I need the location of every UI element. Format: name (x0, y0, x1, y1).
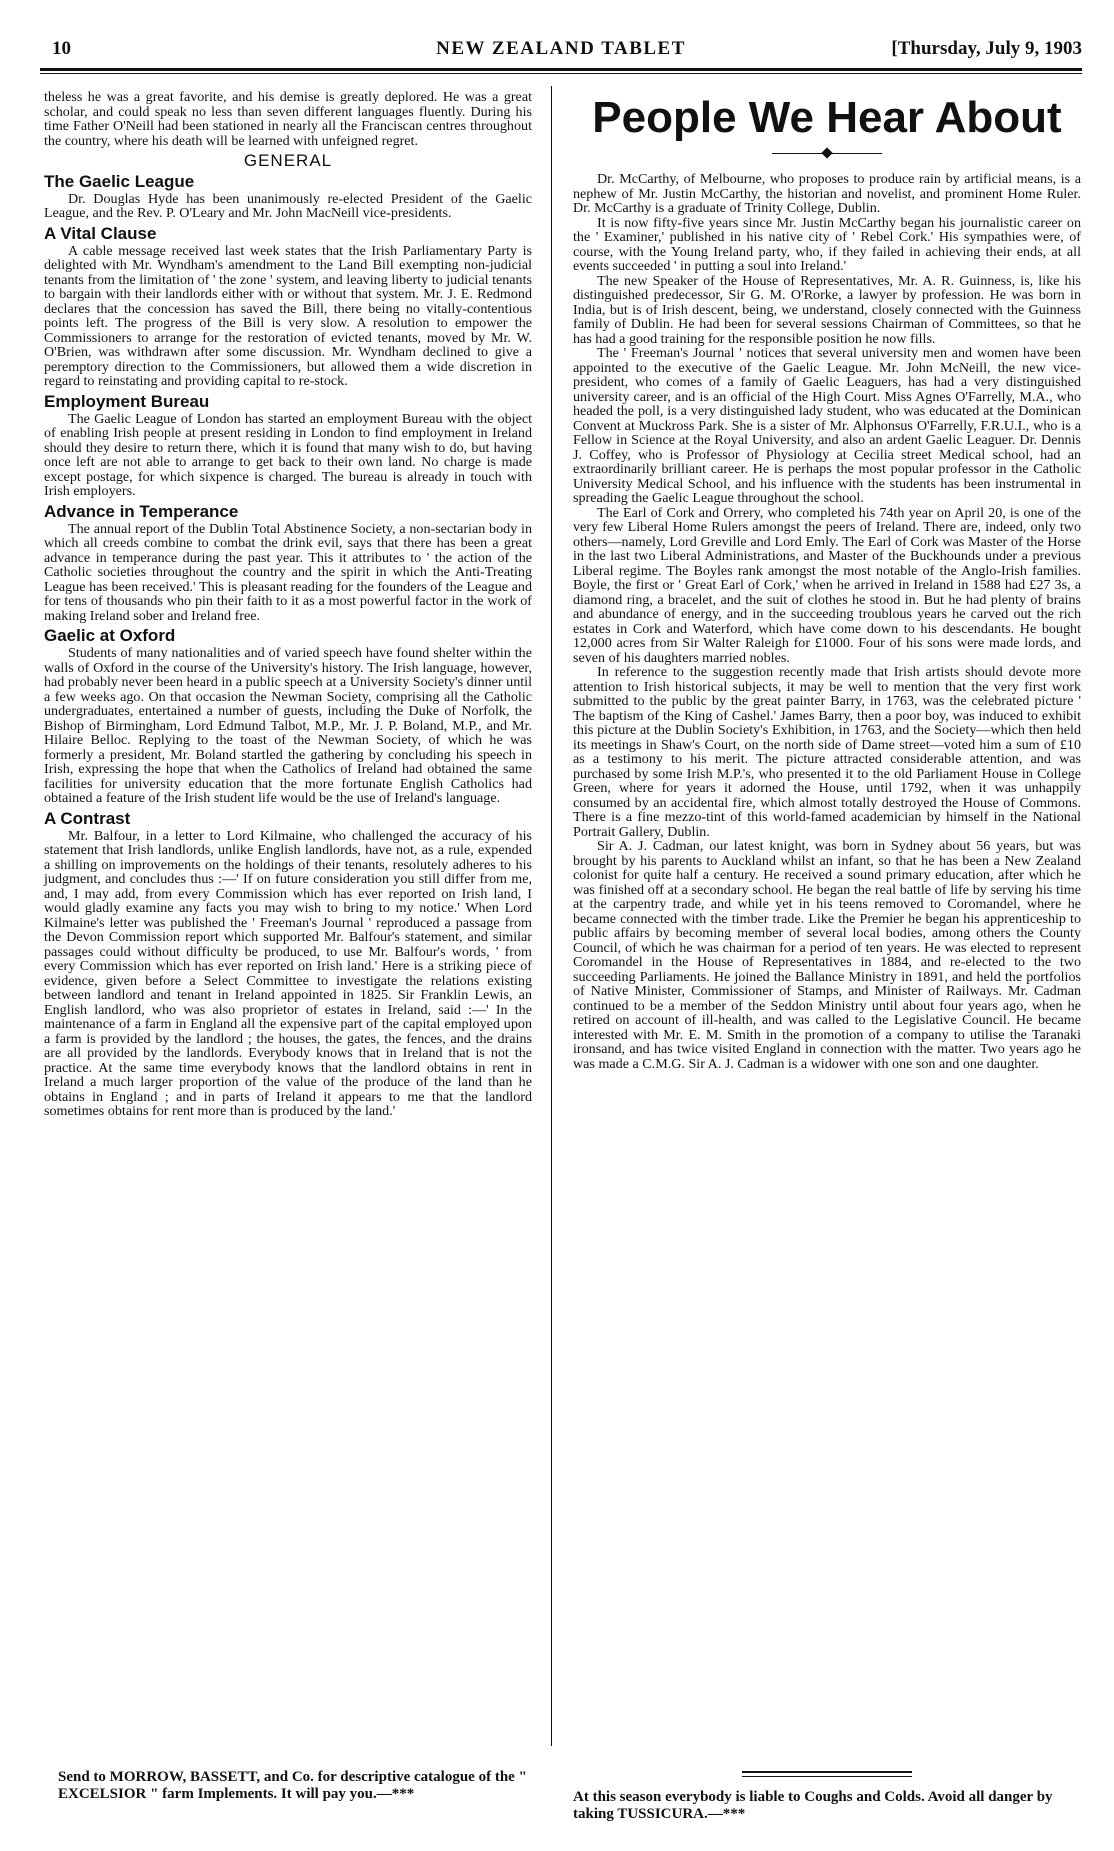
article (44, 809, 532, 1119)
masthead: NEW ZEALAND TABLET (436, 38, 686, 59)
left-column (44, 90, 532, 1119)
section-heading: GENERAL (243, 151, 333, 170)
ad-rule (742, 1771, 912, 1773)
header-rule-thin (40, 73, 1082, 74)
article-heading: Gaelic at Oxford (44, 626, 176, 645)
article-paragraph: Sir A. J. Cadman, our latest knight, was born in Sydney about 56 years, but was brought by his parents to Auckland whilst an infant, so that he has been a New Zealand colonist for quite half a century. He received a sound primary education, after which he was finished off at a secondary school. He began the real battle of life by serving his time at the carpentry trade, and while yet in his teens removed to Coromandel, where he became connected with the timber trade. Like the Premier he began his apprenticeship to public affairs by becoming member of several local bodies, among others the County Council, of which he was chairman for a period of ten years. He was elected to represent Coromandel in the House of Representatives in 1884, and re-elected to the two succeeding Parliaments. He joined the Ballance Ministry in 1891, and held the portfolios of Native Minister, Commissioner of Stamps, and Minister of Railways. Mr. Cadman continued to be a member of the Seddon Ministry until about four years ago, when he retired on account of ill-health, and was called to the Legislative Council. He became interested with Mr. E. M. Smith in the promotion of a company to utilise the Taranaki ironsand, and has twice visited England in connection with the matter. Two years ago he was made a C.M.G. Sir A. J. Cadman is a widower with one son and one daughter. (573, 838, 1081, 1072)
article-paragraph: A cable message received last week states that the Irish Parliamentary Party is delighted with Mr. Wyndham's amendment to the Land Bill exempting non-judicial tenants from the limitation of ' the zone ' system, and leaving liberty to judicial tenants to bargain with their landlords either with or without that system. Mr. J. E. Redmond declares that the concession has saved the Bill, there being no vitally-contentious points left. The progress of the Bill is very slow. A resolution to empower the Commissioners to arrange for the restoration of evicted tenants, moved by Mr. W. O'Brien, was withdrawn after some discussion. Mr. Wyndham declined to give a peremptory direction to the Commissioners, but allowed them a wide discretion in regard to reinstating and providing capital to re-stock. (44, 242, 532, 389)
header-rule (40, 68, 1082, 71)
article-heading: Employment Bureau (44, 391, 210, 411)
article (44, 172, 532, 221)
article-paragraph: The ' Freeman's Journal ' notices that several university men and women have been appointed to the executive of the Gaelic League. Mr. John McNeill, the new vice-president, who comes of a family of Gaelic Leaguers, has had a very distinguished university career, and is an official of the High Court. Miss Agnes O'Farrelly, M.A., who headed the poll, is a very distinguished lady student, who was educated at the Dominican Convent at Muckross Park. She is a sister of Mr. Alphonsus O'Farrelly, F.R.U.I., who is a Fellow in Science at the Royal University, and also an ardent Gaelic Leaguer. Dr. Dennis J. Coffey, who is Professor of Physiology at Cecilia street Medical school, had an extraordinarily brilliant career. He is perhaps the most popular professor in the Catholic University Medical School, and his influence with the students has been instrumental in spreading the Gaelic League throughout the school. (573, 345, 1081, 506)
ad-rule-thin (742, 1776, 912, 1777)
advertisement-tussicura: At this season everybody is liable to Coughs and Colds. Avoid all danger by taking TUSSICURA.—*** (573, 1789, 1053, 1822)
article-paragraph: It is now fifty-five years since Mr. Justin McCarthy began his journalistic career on the ' Examiner,' published in his native city of ' Rebel Cork.' His sympathies were, of course, with the Young Ireland party, who, if they failed in achieving their ends, at all events succeeded ' in putting a soul into Ireland.' (573, 214, 1081, 274)
article-paragraph: Dr. Douglas Hyde has been unanimously re-elected President of the Gaelic League, and the Rev. P. O'Leary and Mr. John MacNeill vice-presidents. (44, 190, 532, 221)
intro-paragraph: theless he was a great favorite, and his demise is greatly deplored. He was a great scholar, and could speak no less than seven different languages fluently. During his time Father O'Neill had been stationed in nearly all the Franciscan centres throughout the country, where his death will be learned with unfeigned regret. (44, 89, 532, 149)
article-paragraph: In reference to the suggestion recently made that Irish artists should devote more attention to Irish historical subjects, it may be well to mention that the very first work submitted to the public by the great painter Barry, in 1763, was the celebrated picture ' The baptism of the King of Cashel.' James Barry, then a poor boy, was induced to exhibit this picture at the Dublin Society's Exhibition, in 1763, and the Society—which then held its meetings in Shaw's Court, on the north side of Dame street—voted him a sum of £10 as a testimony to his merit. The picture attracted considerable attention, and was purchased by some Irish M.P.'s, who presented it to the old Parliament House in College Green, where for years it adorned the House, until 1792, when it was unhappily consumed by an accidental fire, which almost totally destroyed the House of Commons. There is a fine mezzo-tint of this world-famed academician by himself in the National Portrait Gallery, Dublin. (573, 664, 1081, 840)
ornament-divider (772, 148, 882, 160)
advertisement-tussicura-block (573, 1771, 1081, 1823)
article-heading: The Gaelic League (44, 171, 195, 191)
page-number: 10 (52, 38, 71, 59)
article-paragraph: The annual report of the Dublin Total Abstinence Society, a non-sectarian body in which all creeds combine to combat the drink evil, says that there has been a great advance in temperance during the past year. This it attributes to ' the action of the Catholic societies throughout the country and the spirit in which the Anti-Treating League has been received.' This is pleasant reading for the founders of the League and for tens of thousands who pin their faith to it as a most powerful factor in the work of making Ireland sober and Ireland free. (44, 520, 532, 624)
article-paragraph: Dr. McCarthy, of Melbourne, who proposes to produce rain by artificial means, is a nephew of Mr. Justin McCarthy, the historian and novelist, and prominent Home Ruler. Dr. McCarthy is a graduate of Trinity College, Dublin. (573, 171, 1081, 216)
article-paragraph: The Gaelic League of London has started an employment Bureau with the object of enabling Irish people at present residing in London to find employment in Ireland should they desire to return there, which it is found that many wish to do, but having once left are not able to arrange to get back to their own land. No charge is made except postage, for which sixpence is charged. The bureau is already in touch with Irish employers. (44, 410, 532, 499)
diamond-icon (821, 147, 832, 158)
page-header (40, 38, 1082, 72)
article (44, 626, 532, 806)
article (44, 392, 532, 499)
column-title: People We Hear About (592, 93, 1062, 142)
column-divider (551, 86, 552, 1746)
article (44, 224, 532, 389)
article-heading: A Contrast (44, 808, 131, 828)
article-paragraph: Students of many nationalities and of varied speech have found shelter within the walls of Oxford in the course of the University's history. The Irish language, however, had probably never been heard in a public speech at a University Society's dinner until a few weeks ago. On that occasion the Newman Society, comprising all the Catholic undergraduates, entertained a number of guests, including the Duke of Norfolk, the Bishop of Birmingham, Lord Edmund Talbot, M.P., Mr. J. P. Boland, M.P., and Mr. Hilaire Belloc. Replying to the toast of the Newman Society, of which he was formerly a president, Mr. Boland startled the gathering by concluding his speech in Irish, expressing the hope that when the Catholics of Ireland had obtained the same facilities for university education that the more fortunate English Catholics had obtained a feature of the Irish student life would be the use of Ireland's language. (44, 645, 532, 806)
article-heading: Advance in Temperance (44, 501, 239, 521)
right-column (573, 90, 1081, 1071)
article-paragraph: The Earl of Cork and Orrery, who completed his 74th year on April 20, is one of the very few Liberal Home Rulers amongst the peers of Ireland. There are, indeed, only two others—namely, Lord Greville and Lord Emly. The Earl of Cork was Master of the Horse in the last two Liberal Administrations, and Master of the Buckhounds under a previous Liberal regime. The Boyles rank amongst the most notable of the Anglo-Irish families. Boyle, the first or ' Great Earl of Cork,' when he arrived in Ireland in 1588 had £27 3s, a diamond ring, a bracelet, and the suit of clothes he stood in. But he had plenty of brains and abundance of energy, and in the succeeding troublous years he carved out the rich estates in Cork and Waterford, which have come down to his descendants. He bought 12,000 acres from Sir Walter Raleigh for £1000. Four of his sons were made lords, and seven of his daughters married nobles. (573, 504, 1081, 666)
article-paragraph: Mr. Balfour, in a letter to Lord Kilmaine, who challenged the accuracy of his statement that Irish landlords, unlike English landlords, have not, as a rule, expended a shilling on improvements on the holdings of their tenants, resolutely adheres to his judgment, and concludes thus :—' If on future consideration you still differ from me, and, I may add, from every Commission which has ever reported on Irish land, I would gladly examine any facts you may wish to bring to my notice.' When Lord Kilmaine's letter was published the ' Freeman's Journal ' reproduced a passage from the Devon Commission report which supported Mr. Balfour's statement, and similar passages could without difficulty be produced, to use Mr. Balfour's words, ' from every Commission which has ever reported on Irish land.' Here is a striking piece of evidence, given before a Select Committee to investigate the relations existing between landlord and tenant in Ireland appointed in 1825. Sir Franklin Lewis, an English landlord, who was also proprietor of estates in Ireland, said :—' In the maintenance of a farm in England all the expensive part of the capital employed upon a farm is provided by the landlord ; the houses, the gates, the fences, and the drains are all provided by the landlords. Everybody knows that in Ireland that is not the practice. At the same time everybody knows that the landlord obtains in rent in Ireland a much larger proportion of the value of the produce of the land than he obtains in England ; and in parts of Ireland it appears to me that the landlord sometimes obtains for rent more than is produced by the land.' (44, 827, 532, 1119)
article-heading: A Vital Clause (44, 223, 157, 243)
article-paragraph: The new Speaker of the House of Representatives, Mr. A. R. Guinness, is, like his distinguished predecessor, Sir G. M. O'Rorke, a lawyer by profession. He was born in India, but is of Irish descent, being, we understand, closely connected with the Guinness family of Dublin. He had been for several sessions Chairman of Committees, so that he has had a good training for the responsible position he now fills. (573, 272, 1081, 347)
article (44, 502, 532, 624)
issue-date: [Thursday, July 9, 1903 (891, 38, 1082, 59)
advertisement-morrow-bassett: Send to MORROW, BASSETT, and Co. for descriptive catalogue of the " EXCELSIOR " farm Implements. It will pay you.—*** (58, 1769, 527, 1802)
